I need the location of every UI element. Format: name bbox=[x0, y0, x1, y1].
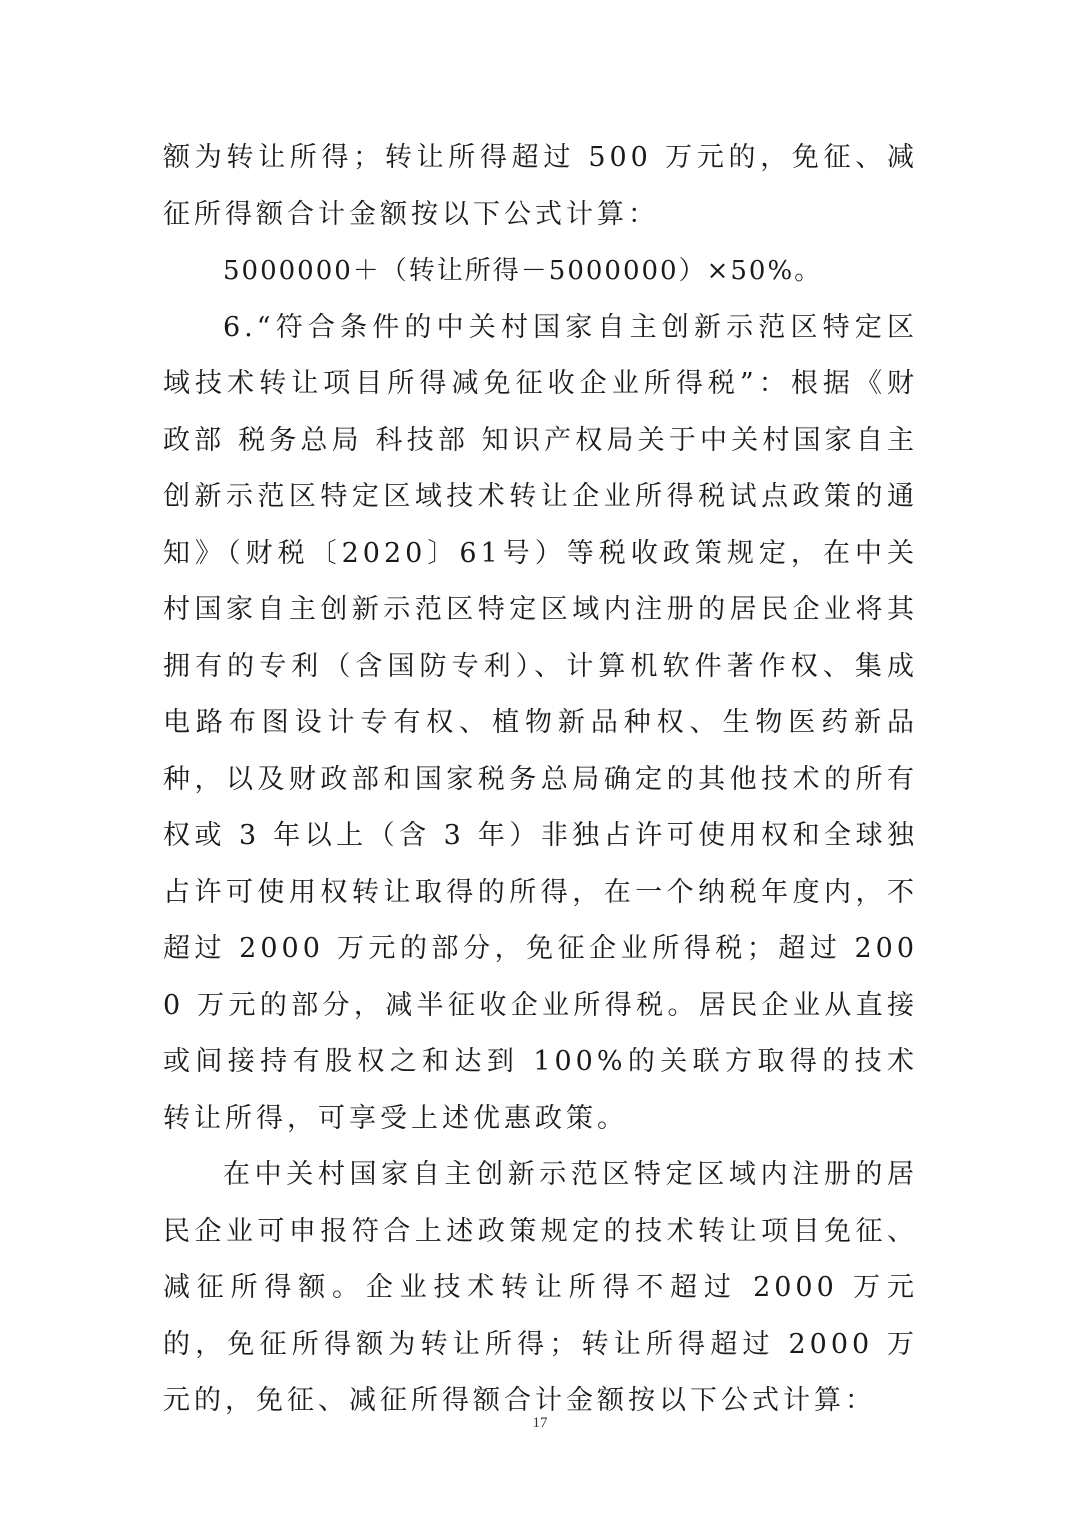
page-number: 17 bbox=[532, 1415, 548, 1431]
paragraph-declaration: 在中关村国家自主创新示范区特定区域内注册的居民企业可申报符合上述政策规定的技术转让项目免征、减征所得额。企业技术转让所得不超过 2000 万元的，免征所得额为转让所得；转让所得超过 2000 万元的，免征、减征所得额合计金额按以下公式计算： bbox=[163, 1159, 918, 1416]
paragraph-continuation: 额为转让所得；转让所得超过 500 万元的，免征、减征所得额合计金额按以下公式计算： bbox=[163, 142, 918, 230]
paragraph-item-6: 6.“符合条件的中关村国家自主创新示范区特定区域技术转让项目所得减免征收企业所得税”：根据《财政部 税务总局 科技部 知识产权局关于中关村国家自主创新示范区特定区域技术转让企业所得税试点政策的通知》（财税〔2020〕61号）等税收政策规定，在中关村国家自主创新示范区特定区域内注册的居民企业将其拥有的专利（含国防专利）、计算机软件著作权、集成电路布图设计专有权、植物新品种权、生物医药新品种，以及财政部和国家税务总局确定的其他技术的所有权或 3 年以上（含 3 年）非独占许可使用权和全球独占许可使用权转让取得的所得，在一个纳税年度内，不超过 2000 万元的部分，免征企业所得税；超过 2000 万元的部分，减半征收企业所得税。居民企业从直接或间接持有股权之和达到 100%的关联方取得的技术转让所得，可享受上述优惠政策。 bbox=[163, 311, 918, 1134]
formula-500w: 5000000＋（转让所得－5000000）×50%。 bbox=[223, 256, 823, 286]
page-body bbox=[163, 130, 918, 1430]
